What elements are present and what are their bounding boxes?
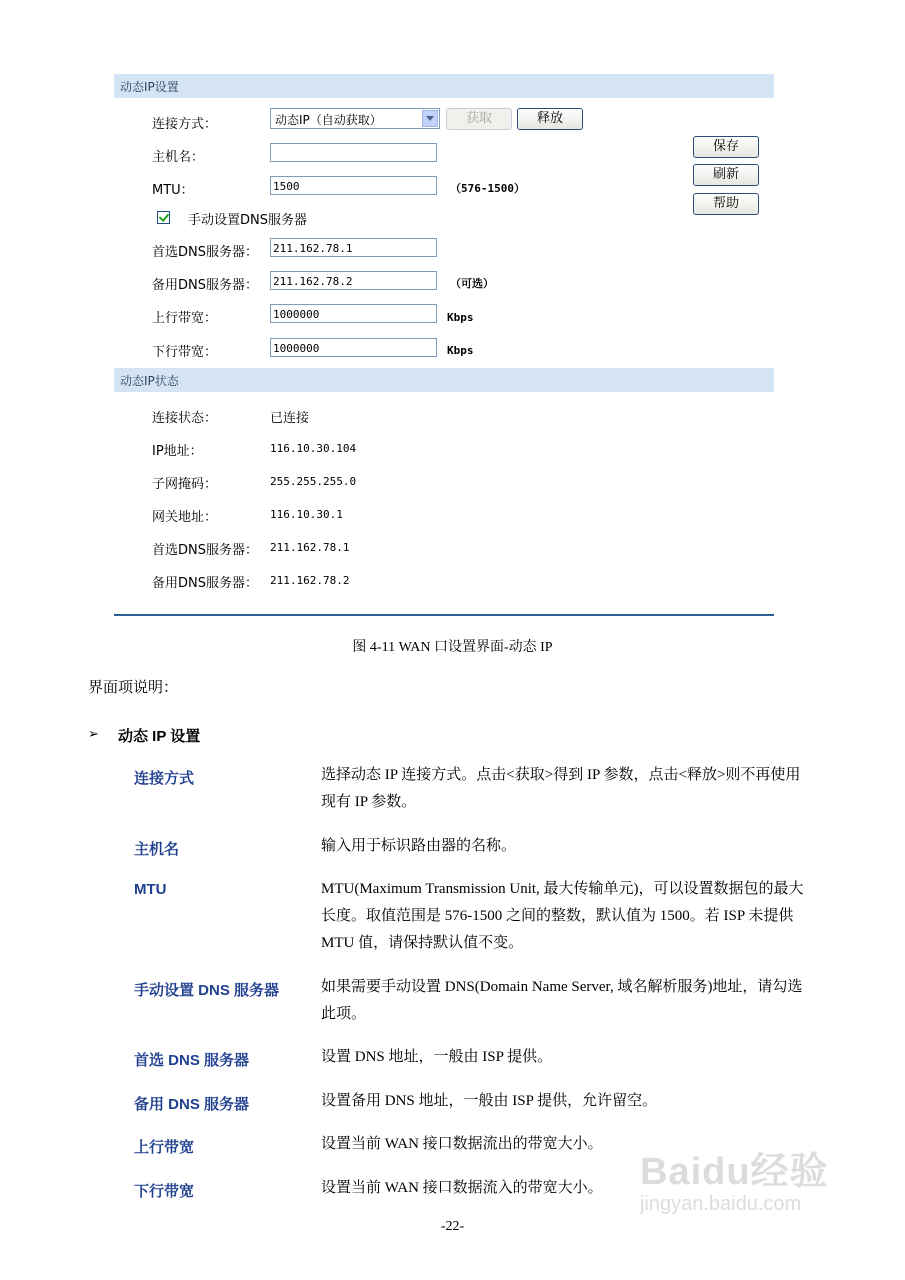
status-value: 116.10.30.1 xyxy=(270,508,343,521)
baidu-watermark xyxy=(640,1140,829,1216)
term-description: 设置当前 WAN 接口数据流出的带宽大小。 xyxy=(321,1136,603,1152)
status-value: 211.162.78.2 xyxy=(270,574,350,587)
term-description: 选择动态 IP 连接方式。点击<获取>得到 IP 参数，点击<释放>则不再使用现有 IP 参数。 xyxy=(321,767,801,810)
secondary-dns-optional-hint: （可选） xyxy=(450,277,494,290)
figure-caption: 图 4-11 WAN 口设置界面-动态 IP xyxy=(352,640,553,655)
term-label: 下行带宽 xyxy=(134,1183,195,1200)
hostname-label: 主机名： xyxy=(152,150,205,165)
chevron-down-icon[interactable] xyxy=(422,110,438,127)
status-label: 网关地址： xyxy=(152,510,218,525)
obtain-button[interactable]: 获取 xyxy=(446,108,512,130)
status-value: 211.162.78.1 xyxy=(270,541,350,554)
status-label: 首选DNS服务器： xyxy=(152,543,258,558)
release-button[interactable]: 释放 xyxy=(517,108,583,130)
help-button[interactable]: 帮助 xyxy=(693,193,759,215)
status-section-title: 动态IP状态 xyxy=(120,374,179,388)
refresh-button[interactable]: 刷新 xyxy=(693,164,759,186)
term-label: 连接方式 xyxy=(134,770,195,787)
term-description: 设置备用 DNS 地址，一般由 ISP 提供，允许留空。 xyxy=(321,1093,658,1109)
panel-bottom-rule xyxy=(114,614,774,616)
term-label: 备用 DNS 服务器 xyxy=(134,1096,250,1113)
term-label: MTU xyxy=(134,881,167,898)
status-label: 连接状态： xyxy=(152,411,218,426)
connection-type-select[interactable] xyxy=(270,108,440,129)
status-section-header xyxy=(114,368,774,392)
config-section-title: 动态IP设置 xyxy=(120,80,179,94)
manual-dns-label: 手动设置DNS服务器 xyxy=(188,213,307,228)
term-label: 主机名 xyxy=(134,841,180,858)
upstream-bandwidth-input[interactable]: 1000000 xyxy=(270,304,437,323)
term-description: 如果需要手动设置 DNS(Domain Name Server, 域名解析服务)地址，请勾选此项。 xyxy=(321,979,803,1022)
connection-type-value: 动态IP（自动获取） xyxy=(275,113,382,127)
connection-type-label: 连接方式： xyxy=(152,117,218,132)
downstream-bandwidth-input[interactable]: 1000000 xyxy=(270,338,437,357)
secondary-dns-input[interactable]: 211.162.78.2 xyxy=(270,271,437,290)
term-label: 首选 DNS 服务器 xyxy=(134,1052,250,1069)
status-label: 子网掩码： xyxy=(152,477,218,492)
watermark-url: jingyan.baidu.com xyxy=(640,1193,802,1215)
bullet-arrow-icon: ➢ xyxy=(88,727,99,742)
mtu-input[interactable]: 1500 xyxy=(270,176,437,195)
page-number: -22- xyxy=(440,1219,465,1234)
primary-dns-label: 首选DNS服务器： xyxy=(152,245,258,260)
secondary-dns-label: 备用DNS服务器： xyxy=(152,278,258,293)
upstream-bandwidth-label: 上行带宽： xyxy=(152,311,218,326)
hostname-input[interactable] xyxy=(270,143,437,162)
intro-text: 界面项说明： xyxy=(88,680,179,696)
watermark-brand: Baidu经验 xyxy=(640,1151,829,1193)
status-value: 116.10.30.104 xyxy=(270,442,357,455)
config-section-header xyxy=(114,74,774,98)
term-description: MTU(Maximum Transmission Unit, 最大传输单元)，可以设置数据包的最大长度。取值范围是 576-1500 之间的整数，默认值为 1500。若 ISP 未提供 MTU 值，请保持默认值不变。 xyxy=(321,881,804,951)
term-description: 设置 DNS 地址，一般由 ISP 提供。 xyxy=(321,1049,553,1065)
bullet-title: 动态 IP 设置 xyxy=(118,728,201,745)
term-label: 上行带宽 xyxy=(134,1139,195,1156)
term-label: 手动设置 DNS 服务器 xyxy=(134,982,280,999)
downstream-bandwidth-label: 下行带宽： xyxy=(152,345,218,360)
mtu-range-hint: （576-1500） xyxy=(450,182,525,195)
primary-dns-input[interactable]: 211.162.78.1 xyxy=(270,238,437,257)
upstream-unit: Kbps xyxy=(447,311,474,324)
status-label: IP地址： xyxy=(152,444,203,459)
term-description: 输入用于标识路由器的名称。 xyxy=(321,838,517,854)
save-button[interactable]: 保存 xyxy=(693,136,759,158)
status-value: 已连接 xyxy=(270,411,310,426)
manual-dns-checkbox[interactable] xyxy=(157,211,170,224)
mtu-label: MTU： xyxy=(152,183,194,198)
term-description: 设置当前 WAN 接口数据流入的带宽大小。 xyxy=(321,1180,603,1196)
status-value: 255.255.255.0 xyxy=(270,475,357,488)
downstream-unit: Kbps xyxy=(447,344,474,357)
status-label: 备用DNS服务器： xyxy=(152,576,258,591)
